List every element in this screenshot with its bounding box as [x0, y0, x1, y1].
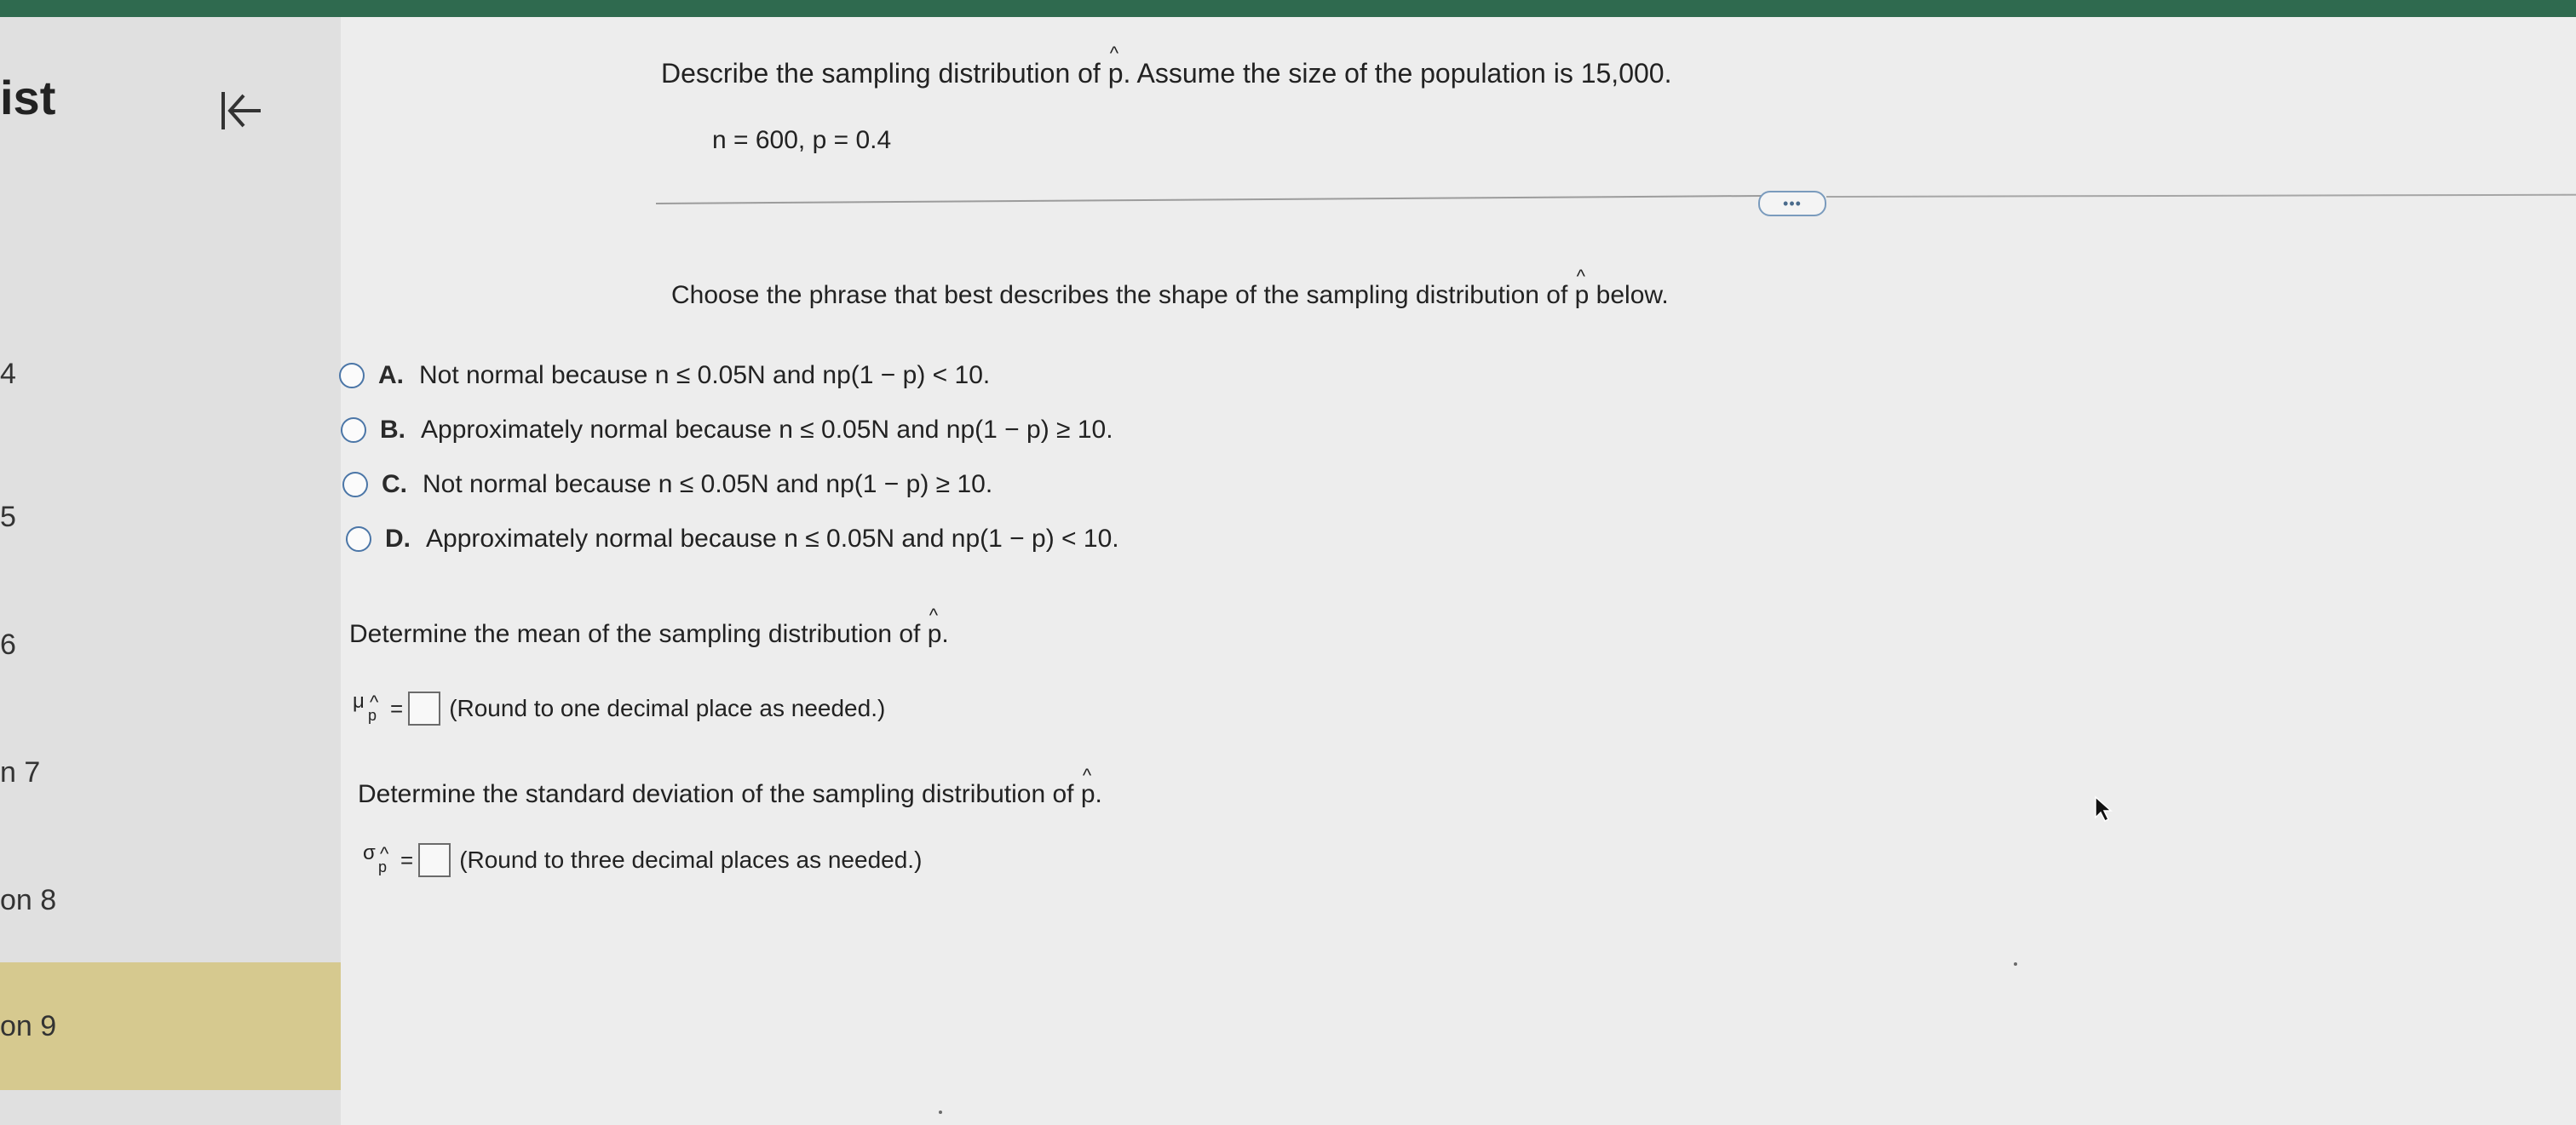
question-parameters: n = 600, p = 0.4: [712, 126, 892, 154]
option-text: Not normal because n ≤ 0.05N and np(1 − p) ≥ 10.: [423, 470, 993, 498]
option-d[interactable]: [346, 525, 1119, 554]
divider: [656, 195, 1762, 204]
top-bar: [0, 0, 2576, 17]
equals-sign: =: [390, 695, 404, 721]
option-b[interactable]: [341, 416, 1113, 445]
sidebar-item-question-4[interactable]: 4: [0, 358, 16, 390]
option-letter: C.: [382, 470, 407, 498]
radio-button[interactable]: [341, 417, 366, 443]
shape-prompt: [671, 281, 1669, 310]
p-hat-subscript: ^ p: [368, 707, 377, 725]
prompt-text: Choose the phrase that best describes the shape of the sampling distribution of: [671, 281, 1575, 309]
more-button[interactable]: •••: [1758, 191, 1826, 216]
mouse-cursor-icon: [2094, 795, 2113, 823]
sidebar-item-question-9-current[interactable]: [0, 962, 341, 1090]
p-hat-symbol: ^ p: [1108, 58, 1124, 89]
p-hat-symbol: ^ p: [1575, 281, 1590, 310]
option-text: Not normal because n ≤ 0.05N and np(1 − p) < 10.: [419, 361, 991, 389]
radio-button[interactable]: [342, 472, 368, 497]
option-text: Approximately normal because n ≤ 0.05N and np(1 − p) < 10.: [426, 525, 1119, 553]
radio-button[interactable]: [346, 526, 371, 552]
sidebar-item-question-5[interactable]: 5: [0, 501, 16, 533]
sidebar-item-question-8[interactable]: on 8: [0, 884, 57, 916]
sd-rounding-hint: (Round to three decimal places as needed.): [459, 847, 923, 873]
option-letter: B.: [380, 416, 405, 444]
divider: [1826, 193, 2576, 198]
sd-answer-row: [361, 841, 922, 879]
equals-sign: =: [400, 847, 414, 873]
header-text-end: . Assume the size of the population is 15,000.: [1123, 58, 1672, 89]
sidebar-item-question-7[interactable]: n 7: [0, 756, 41, 789]
sd-prompt: [358, 780, 1102, 809]
question-header: [661, 58, 1671, 89]
prompt-text: Determine the mean of the sampling distribution of: [349, 620, 928, 648]
sd-answer-input[interactable]: [418, 843, 451, 877]
question-list-sidebar: [0, 17, 342, 1125]
option-letter: A.: [378, 361, 404, 389]
sidebar-title: ist: [0, 71, 56, 124]
option-text: Approximately normal because n ≤ 0.05N and np(1 − p) ≥ 10.: [421, 416, 1113, 444]
radio-button[interactable]: [339, 363, 365, 388]
mean-answer-input[interactable]: [408, 692, 440, 726]
header-text: Describe the sampling distribution of: [661, 58, 1108, 89]
prompt-text-end: .: [1095, 780, 1102, 808]
option-a[interactable]: [339, 361, 990, 390]
mean-rounding-hint: (Round to one decimal place as needed.): [449, 695, 886, 721]
sidebar-item-label: on 9: [0, 1009, 57, 1042]
mean-prompt: [349, 620, 949, 649]
collapse-sidebar-icon[interactable]: [213, 83, 267, 138]
mean-answer-row: [351, 690, 885, 727]
option-letter: D.: [385, 525, 411, 553]
screen-speck: [939, 1111, 942, 1114]
prompt-text: Determine the standard deviation of the sampling distribution of: [358, 780, 1081, 808]
sidebar-item-question-6[interactable]: 6: [0, 629, 16, 661]
mu-symbol: μ: [353, 690, 365, 713]
option-c[interactable]: [342, 470, 992, 499]
screen-speck: [2014, 962, 2017, 966]
question-panel: [341, 17, 2576, 1125]
prompt-text-end: .: [941, 620, 949, 648]
prompt-text-end: below.: [1589, 281, 1669, 309]
p-hat-symbol: ^ p: [1081, 780, 1095, 809]
mean-symbol: [351, 690, 390, 727]
p-hat-symbol: ^ p: [928, 620, 942, 649]
sigma-symbol: σ: [363, 841, 376, 864]
p-hat-subscript: ^ p: [378, 858, 387, 876]
sd-symbol: [361, 841, 400, 879]
